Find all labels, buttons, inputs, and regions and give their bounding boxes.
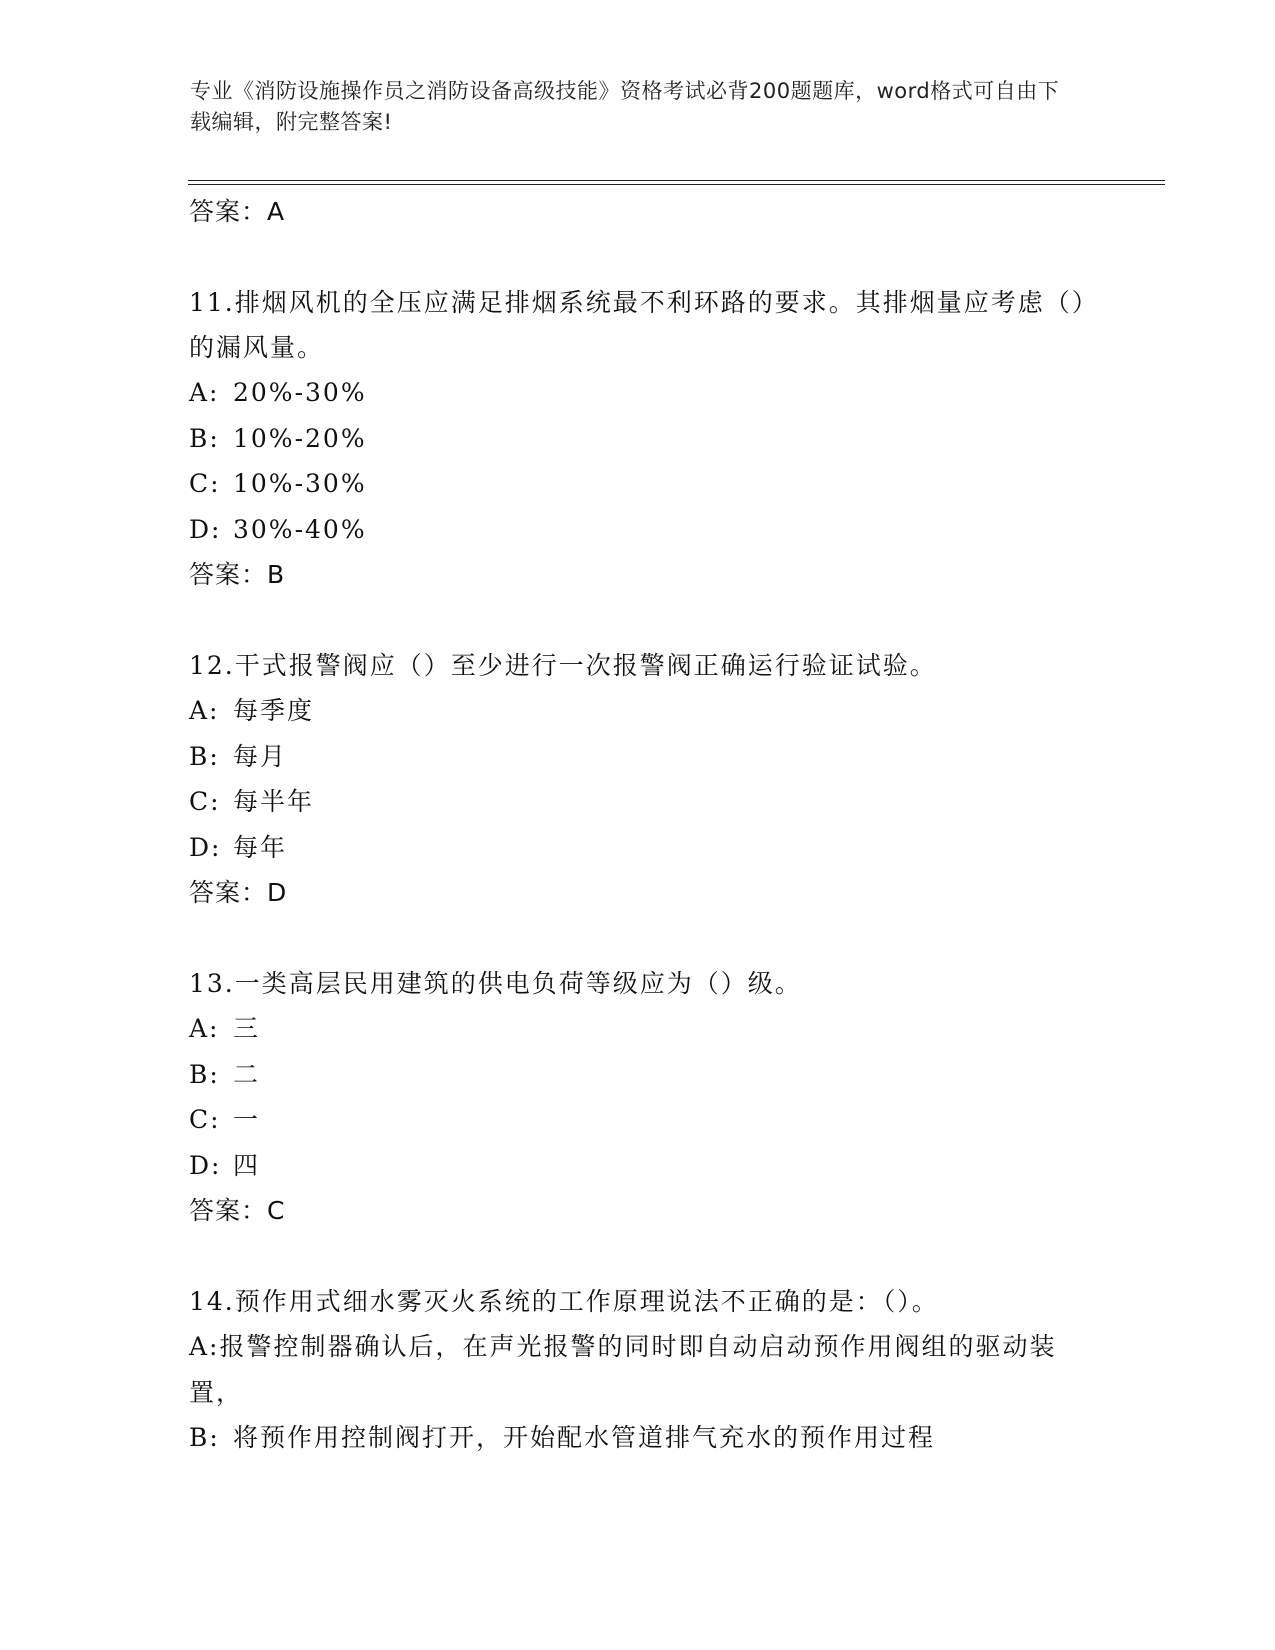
question-stem: 11.排烟风机的全压应满足排烟系统最不利环路的要求。其排烟量应考虑（）的漏风量。 (189, 288, 1087, 362)
option-b: B: 将预作用控制阀打开，开始配水管道排气充水的预作用过程 (189, 1423, 936, 1452)
header-divider-bottom (188, 184, 1165, 185)
option-c: C: 一 (189, 1105, 261, 1134)
option-b: B: 二 (189, 1059, 261, 1089)
option-d: D: 每年 (189, 832, 288, 862)
option-a: A: 每季度 (189, 696, 315, 725)
question-stem: 14.预作用式细水雾灭火系统的工作原理说法不正确的是：（）。 (189, 1287, 939, 1316)
document-header: 专业《消防设施操作员之消防设备高级技能》资格考试必背200题题库，word格式可自由下载编辑，附完整答案! (190, 79, 1060, 134)
option-a: A: 20%-30% (189, 378, 367, 407)
option-c: C: 每半年 (189, 787, 315, 816)
question-item (189, 1279, 1089, 1461)
option-b: B: 每月 (189, 741, 288, 771)
option-d: D: 四 (189, 1150, 261, 1180)
answer-line: 答案：D (189, 878, 288, 907)
question-item (189, 961, 1089, 1233)
option-d: D: 30%-40% (189, 514, 367, 544)
question-item (189, 280, 1089, 597)
answer-line: 答案：A (189, 197, 286, 226)
question-stem: 13.一类高层民用建筑的供电负荷等级应为（）级。 (189, 969, 802, 998)
question-list (189, 189, 1089, 1461)
option-b: B: 10%-20% (189, 423, 367, 453)
question-item (189, 643, 1089, 915)
answer-line: 答案：C (189, 1196, 286, 1225)
option-a: A: 三 (189, 1014, 261, 1043)
answer-line: 答案：B (189, 560, 286, 589)
header-divider-top (188, 180, 1165, 181)
option-c: C: 10%-30% (189, 469, 367, 498)
option-a: A:报警控制器确认后，在声光报警的同时即自动启动预作用阀组的驱动装置， (189, 1332, 1057, 1407)
question-stem: 12.干式报警阀应（）至少进行一次报警阀正确运行验证试验。 (189, 651, 937, 680)
